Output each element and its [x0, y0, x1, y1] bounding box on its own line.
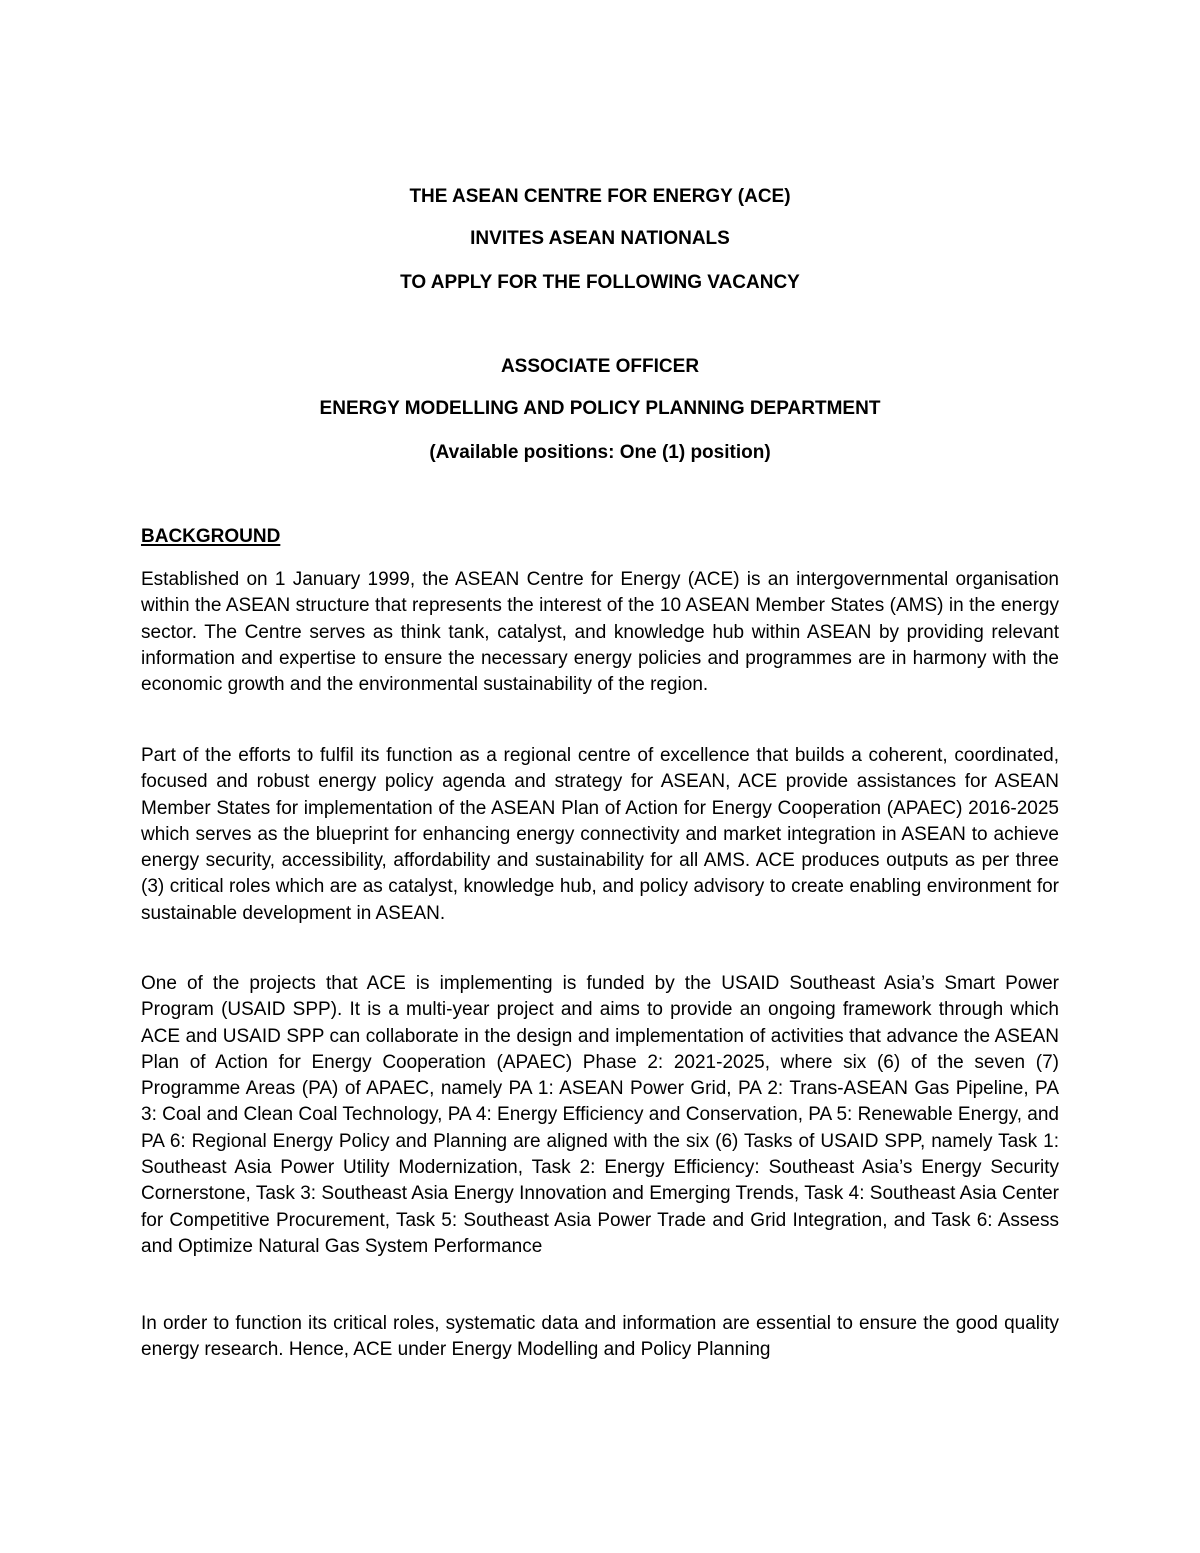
background-paragraph-3: One of the projects that ACE is implementing is funded by the USAID Southeast Asia’s Smart Power Program (USAID SPP). It is a multi-year project and aims to provide an ongoing framework through which ACE and USAID SPP can collaborate in the design and implementation of activities that advance the ASEAN Plan of Action for Energy Cooperation (APAEC) Phase 2: 2021-2025, where six (6) of the seven (7) Programme Areas (PA) of APAEC, namely PA 1: ASEAN Power Grid, PA 2: Trans-ASEAN Gas Pipeline, PA 3: Coal and Clean Coal Technology, PA 4: Energy Efficiency and Conservation, PA 5: Renewable Energy, and PA 6: Regional Energy Policy and Planning are aligned with the six (6) Tasks of USAID SPP, namely Task 1: Southeast Asia Power Utility Modernization, Task 2: Energy Efficiency: Southeast Asia’s Energy Security Cornerstone, Task 3: Southeast Asia Energy Innovation and Emerging Trends, Task 4: Southeast Asia Center for Competitive Procurement, Task 5: Southeast Asia Power Trade and Grid Integration, and Task 6: Assess and Optimize Natural Gas System Performance [141, 973, 1059, 1257]
header-organization: THE ASEAN CENTRE FOR ENERGY (ACE) [409, 186, 791, 207]
background-paragraph-2: Part of the efforts to fulfil its function as a regional centre of excellence that builds a coherent, coordinated, focused and robust energy policy agenda and strategy for ASEAN, ACE provide assistances for ASEAN Member States for implementation of the ASEAN Plan of Action for Energy Cooperation (APAEC) 2016-2025 which serves as the blueprint for enhancing energy connectivity and market integration in ASEAN to achieve energy security, accessibility, affordability and sustainability for all AMS. ACE produces outputs as per three (3) critical roles which are as catalyst, knowledge hub, and policy advisory to create enabling environment for sustainable development in ASEAN. [141, 745, 1059, 924]
header-invitation: INVITES ASEAN NATIONALS [470, 228, 730, 249]
header-apply: TO APPLY FOR THE FOLLOWING VACANCY [400, 272, 800, 293]
department-title: ENERGY MODELLING AND POLICY PLANNING DEPARTMENT [319, 398, 881, 419]
background-heading: BACKGROUND [141, 526, 281, 547]
availability-note: (Available positions: One (1) position) [429, 442, 771, 463]
background-paragraph-4: In order to function its critical roles, systematic data and information are essential to ensure the good quality energy research. Hence, ACE under Energy Modelling and Policy Planning [141, 1313, 1059, 1361]
position-title: ASSOCIATE OFFICER [500, 356, 700, 377]
background-paragraph-1: Established on 1 January 1999, the ASEAN Centre for Energy (ACE) is an intergovernmental organisation within the ASEAN structure that represents the interest of the 10 ASEAN Member States (AMS) in the energy sector. The Centre serves as think tank, catalyst, and knowledge hub within ASEAN by providing relevant information and expertise to ensure the necessary energy policies and programmes are in harmony with the economic growth and the environmental sustainability of the region. [141, 569, 1059, 696]
